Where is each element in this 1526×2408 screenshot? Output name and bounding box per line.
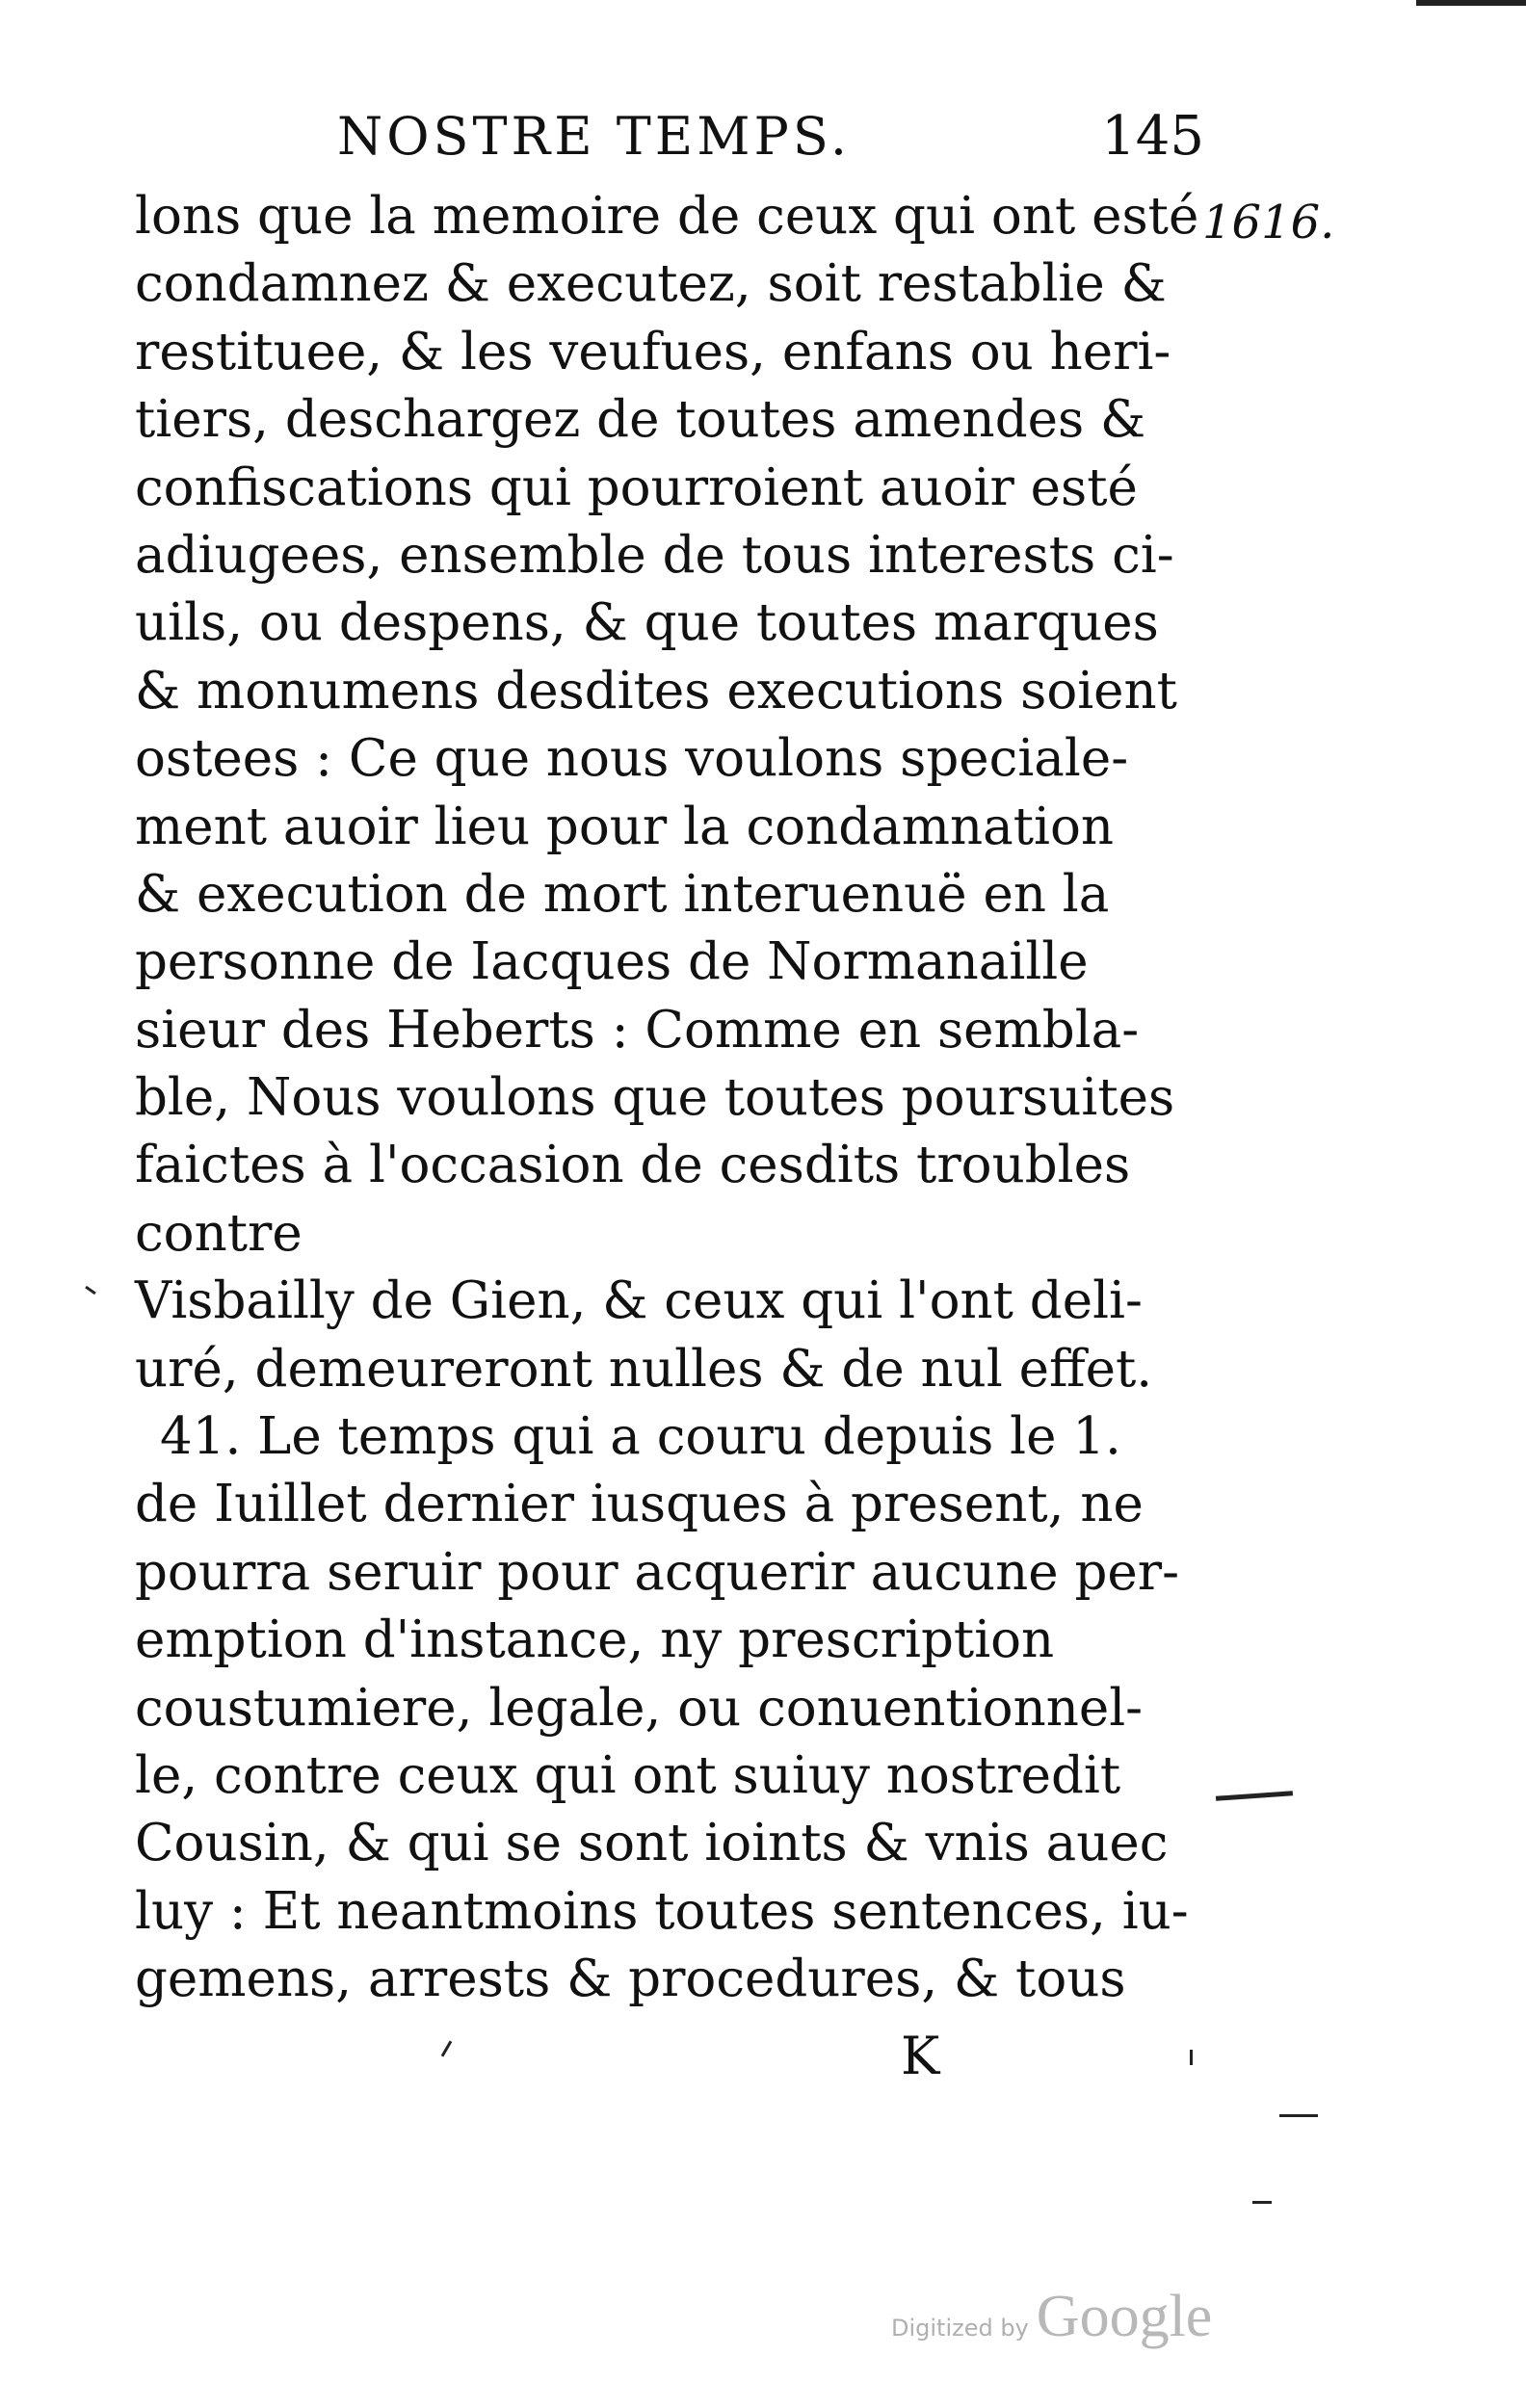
scan-mark [1190, 2050, 1193, 2065]
digitized-by-watermark [891, 2283, 1212, 2360]
digitized-by-label: Digitized by [891, 2315, 1029, 2342]
text-line: sieur des Heberts : Comme en sembla- [135, 1000, 1140, 1060]
text-line: ostees : Ce que nous voulons speciale- [135, 729, 1129, 789]
google-watermark-logo: Google [1036, 2284, 1213, 2349]
text-line: emption d'instance, ny prescription [135, 1610, 1055, 1670]
scan-mark [1216, 1791, 1293, 1801]
text-line: le, contre ceux qui ont suiuy nostredit [135, 1745, 1121, 1805]
text-line: ment auoir lieu pour la condamnation [135, 797, 1115, 856]
text-line: gemens, arrests & procedures, & tous [135, 1950, 1126, 2009]
text-line: faictes à l'occasion de cesdits troubles [135, 1136, 1131, 1195]
text-line: personne de Iacques de Normanaille [135, 932, 1089, 992]
text-line: contre [135, 1203, 303, 1263]
margin-note-year: 1616. [1202, 196, 1335, 249]
page-header [154, 98, 1204, 175]
text-line: ble, Nous voulons que toutes poursuites [135, 1068, 1175, 1128]
text-line: condamnez & executez, soit restablie & [135, 254, 1167, 314]
text-line: adiugees, ensemble de tous interests ci- [135, 525, 1174, 585]
page-number: 145 [1101, 105, 1204, 168]
text-line: & execution de mort interuenuë en la [135, 864, 1110, 924]
text-line: restituee, & les veufues, enfans ou heri- [135, 322, 1171, 381]
text-line: luy : Et neantmoins toutes sentences, iu- [135, 1881, 1189, 1941]
body-text [135, 183, 1199, 2014]
text-line: uré, demeureront nulles & de nul effet. [135, 1339, 1153, 1399]
text-line: coustumiere, legale, ou conuentionnel- [135, 1678, 1144, 1738]
text-line: lons que la memoire de ceux qui ont esté [135, 187, 1199, 246]
scan-mark [441, 2040, 453, 2056]
scan-mark [1279, 2114, 1318, 2117]
text-line: tiers, deschargez de toutes amendes & [135, 390, 1146, 450]
text-line: pourra seruir pour acquerir aucune per- [135, 1542, 1180, 1602]
scan-mark [85, 1286, 96, 1295]
text-line: uils, ou despens, & que toutes marques [135, 593, 1159, 653]
text-line: confiscations qui pourroient auoir esté [135, 458, 1138, 517]
catchword: K [901, 2026, 940, 2086]
running-title: NOSTRE TEMPS. [337, 106, 852, 167]
text-line: Cousin, & qui se sont ioints & vnis auec [135, 1814, 1169, 1873]
text-line: & monumens desdites executions soient [135, 661, 1177, 720]
text-line-article-41: 41. Le temps qui a couru depuis le 1. [160, 1407, 1121, 1467]
scan-mark [1252, 2201, 1272, 2204]
text-line: Visbailly de Gien, & ceux qui l'ont deli- [135, 1271, 1143, 1331]
scan-mark [1416, 0, 1526, 6]
text-line: de Iuillet dernier iusques à present, ne [135, 1475, 1144, 1534]
